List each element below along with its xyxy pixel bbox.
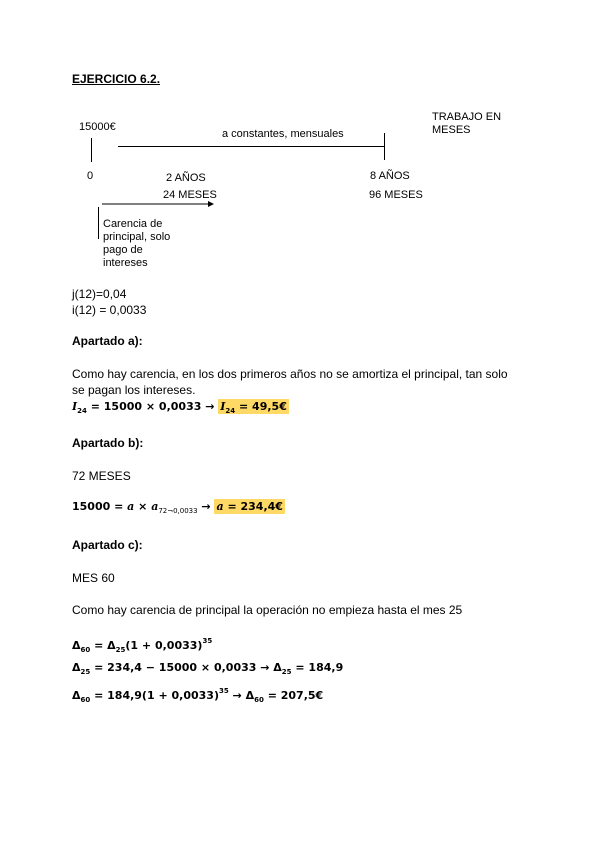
apartado-b-equation: $15000 = a \times a_{72\neg 0,0033} \to a$ = 234,4€ [72, 500, 283, 515]
carencia-line3: pago de [103, 244, 143, 256]
apartado-a-text-line2: se pagan los intereses. [72, 383, 196, 397]
mid-label-months: 24 MESES [163, 189, 217, 201]
note-trabajo-line1: TRABAJO EN [432, 111, 502, 123]
apartado-c-equation-2: $\Delta_{25} = 234,4 - 15000 \times 0,0033 \to \Delta_{25} = 184,9$ [72, 661, 344, 676]
apartado-a-equation: $I_{24} = 15000 \times 0,0033 \to I_{24}$ = 49,5€ [72, 400, 287, 415]
annuity-label: a constantes, mensuales [222, 128, 344, 140]
carencia-arrow [96, 199, 216, 209]
mid-label-years: 2 AÑOS [166, 172, 206, 184]
apartado-c-equation-1: $\Delta_{60} = \Delta_{25}(1 + 0,0033)^{35}$ [72, 637, 213, 654]
origin-label: 0 [87, 170, 94, 182]
carencia-line2: principal, solo [103, 231, 171, 243]
heading-apartado-a: Apartado a): [72, 334, 143, 348]
note-trabajo-line2: MESES [432, 124, 471, 136]
carencia-line4: intereses [103, 257, 148, 269]
principal-amount: 15000€ [79, 121, 116, 133]
heading-apartado-c: Apartado c): [72, 538, 143, 552]
end-label-months: 96 MESES [369, 189, 423, 201]
result-highlight-a: $I_{24}$ = 49,5€ [220, 400, 287, 415]
nominal-rate: j(12)=0,04 [72, 287, 127, 301]
result-highlight-b: a = 234,4€ [216, 500, 283, 513]
apartado-b-months: 72 MESES [72, 469, 131, 483]
start-tick [91, 138, 92, 162]
apartado-c-equation-3: $\Delta_{60} = 184,9(1 + 0,0033)^{35} \to \Delta_{60}$ = 207,5€ [72, 687, 324, 704]
apartado-c-text: Como hay carencia de principal la operación no empieza hasta el mes 25 [72, 603, 463, 617]
timeline-axis [118, 146, 385, 147]
effective-rate: i(12) = 0,0033 [72, 303, 147, 317]
apartado-c-month: MES 60 [72, 571, 115, 585]
heading-apartado-b: Apartado b): [72, 436, 144, 450]
page-title: EJERCICIO 6.2. [72, 72, 161, 86]
apartado-a-text-line1: Como hay carencia, en los dos primeros años no se amortiza el principal, tan solo [72, 367, 508, 381]
carencia-bracket [98, 207, 99, 239]
end-label-years: 8 AÑOS [370, 170, 410, 182]
end-tick [384, 133, 385, 160]
carencia-line1: Carencia de [103, 218, 163, 230]
